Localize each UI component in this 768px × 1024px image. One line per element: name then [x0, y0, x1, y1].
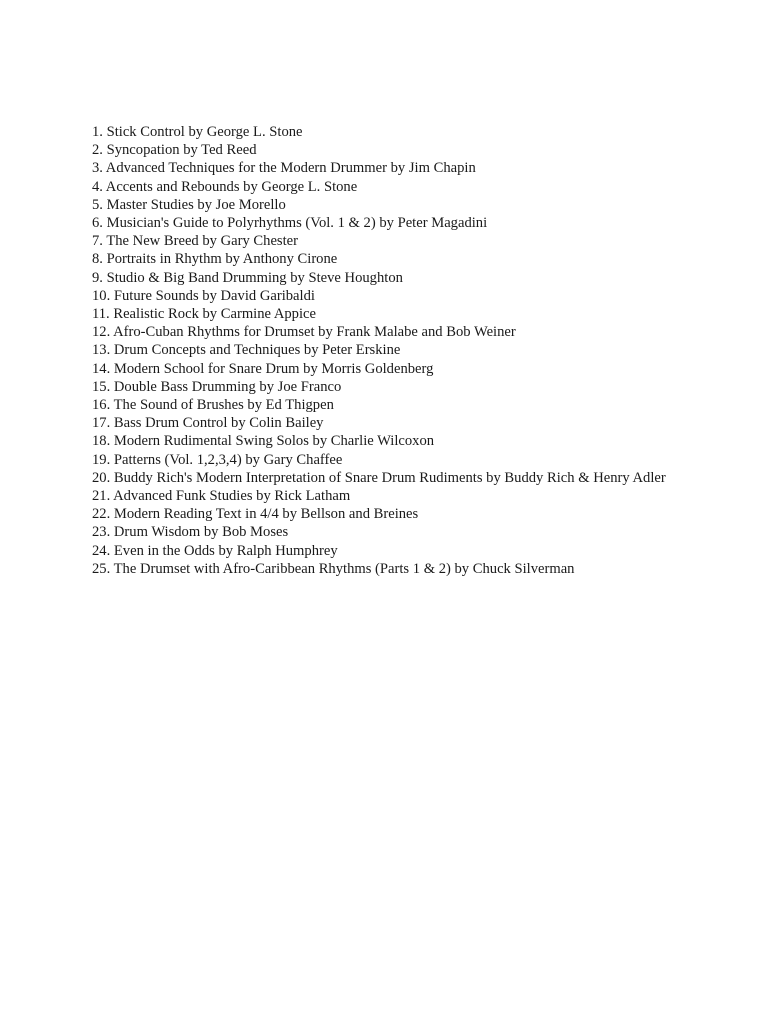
list-item: 6. Musician's Guide to Polyrhythms (Vol. 1 & 2) by Peter Magadini: [92, 215, 488, 232]
list-item: 3. Advanced Techniques for the Modern Drummer by Jim Chapin: [92, 160, 476, 177]
list-item: 14. Modern School for Snare Drum by Morris Goldenberg: [92, 360, 434, 377]
list-item: 9. Studio & Big Band Drumming by Steve Houghton: [92, 269, 403, 286]
list-item: 12. Afro-Cuban Rhythms for Drumset by Frank Malabe and Bob Weiner: [92, 324, 516, 341]
list-item: 21. Advanced Funk Studies by Rick Latham: [92, 488, 351, 505]
list-item: 17. Bass Drum Control by Colin Bailey: [92, 415, 324, 432]
list-item: 7. The New Breed by Gary Chester: [92, 233, 299, 250]
list-item: 22. Modern Reading Text in 4/4 by Bellson and Breines: [92, 506, 419, 523]
list-item: 15. Double Bass Drumming by Joe Franco: [92, 378, 342, 395]
list-item: 11. Realistic Rock by Carmine Appice: [92, 306, 316, 323]
list-item: 18. Modern Rudimental Swing Solos by Charlie Wilcoxon: [92, 433, 435, 450]
list-item: 10. Future Sounds by David Garibaldi: [92, 287, 315, 304]
list-item: 16. The Sound of Brushes by Ed Thigpen: [92, 397, 334, 414]
list-item: 13. Drum Concepts and Techniques by Peter Erskine: [92, 342, 401, 359]
list-item: 24. Even in the Odds by Ralph Humphrey: [92, 542, 338, 559]
list-item: 8. Portraits in Rhythm by Anthony Cirone: [92, 251, 338, 268]
list-item: 19. Patterns (Vol. 1,2,3,4) by Gary Chaffee: [92, 451, 343, 468]
list-item: 23. Drum Wisdom by Bob Moses: [92, 524, 289, 541]
list-item: 2. Syncopation by Ted Reed: [92, 142, 257, 159]
list-item: 1. Stick Control by George L. Stone: [92, 124, 303, 140]
list-item: 20. Buddy Rich's Modern Interpretation of Snare Drum Rudiments by Buddy Rich & Henry Adler: [92, 469, 666, 486]
list-item: 5. Master Studies by Joe Morello: [92, 196, 286, 213]
document-page: [92, 123, 682, 578]
list-item: 4. Accents and Rebounds by George L. Stone: [92, 178, 358, 195]
book-list: [92, 123, 682, 578]
list-item: 25. The Drumset with Afro-Caribbean Rhythms (Parts 1 & 2) by Chuck Silverman: [92, 560, 575, 577]
